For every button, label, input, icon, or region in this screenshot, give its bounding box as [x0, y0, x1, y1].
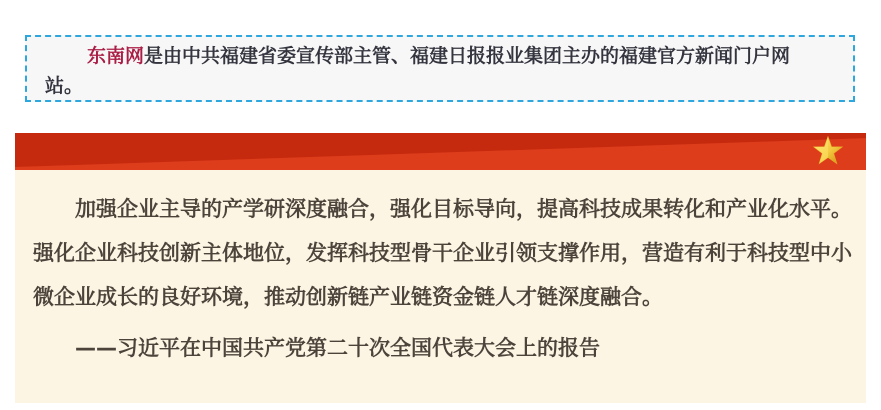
quote-paragraph: 加强企业主导的产学研深度融合，强化目标导向，提高科技成果转化和产业化水平。强化企业科技创新主体地位，发挥科技型骨干企业引领支撑作用，营造有利于科技型中小微企业成长的良好环境，推动创新链产业链资金链人才链深度融合。: [33, 197, 852, 309]
red-banner: [15, 133, 866, 170]
site-name: 东南网: [87, 45, 145, 67]
star-icon: [811, 135, 845, 169]
banner-diagonal-highlight: [15, 133, 866, 170]
notice-description: 是由中共福建省委宣传部主管、福建日报报业集团主办的福建官方新闻门户网站。: [45, 45, 791, 97]
notice-text: [45, 41, 797, 101]
quote-attribution: ——习近平在中国共产党第二十次全国代表大会上的报告: [75, 336, 600, 360]
notice-box: [25, 35, 855, 102]
quote-panel: [15, 170, 866, 403]
